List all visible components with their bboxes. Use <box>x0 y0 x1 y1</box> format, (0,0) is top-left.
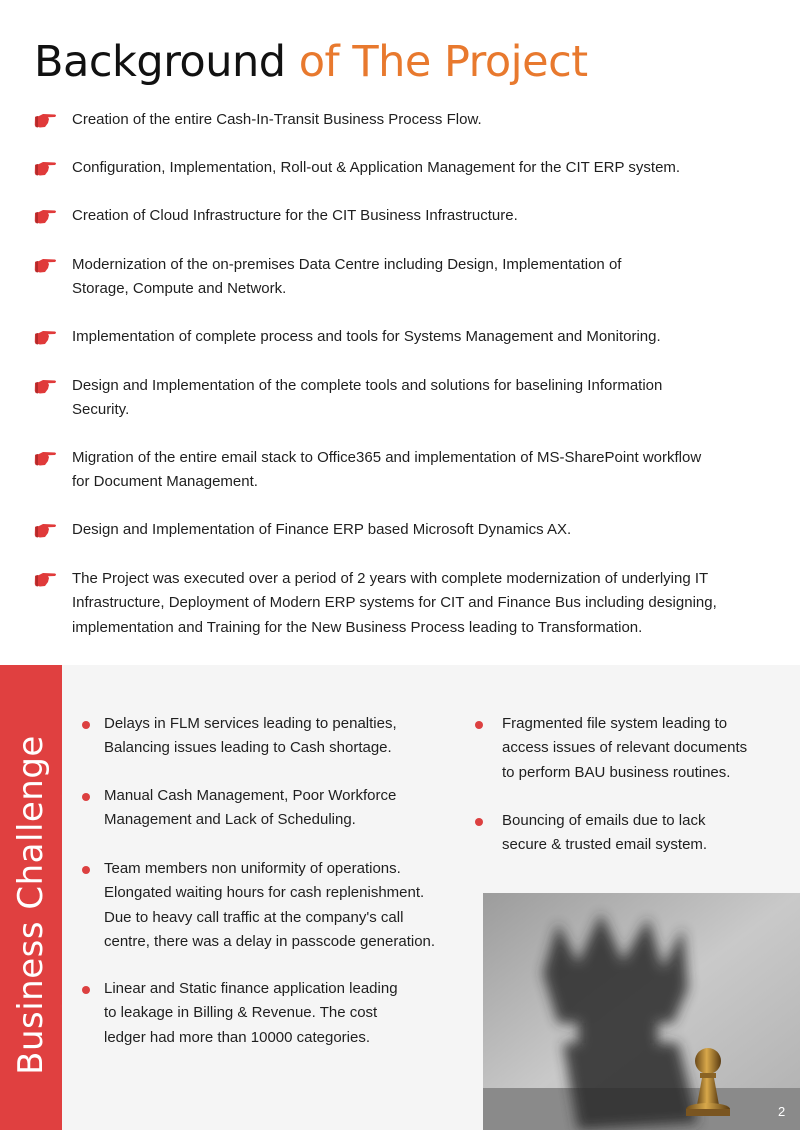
project-item <box>72 325 762 349</box>
project-item-line: Storage, Compute and Network. <box>72 280 287 298</box>
challenge-item-line: to leakage in Billing & Revenue. The cost <box>104 1004 378 1022</box>
project-item <box>72 567 762 640</box>
project-item-line: for Document Management. <box>72 473 258 491</box>
project-item-line: Creation of the entire Cash-In-Transit Business Process Flow. <box>72 111 482 128</box>
challenge-item-line: Linear and Static finance application leading <box>104 980 398 997</box>
challenge-item-line: ledger had more than 10000 categories. <box>104 1028 371 1046</box>
pointing-hand-icon <box>34 208 58 226</box>
challenge-item-line: Manual Cash Management, Poor Workforce <box>104 787 397 804</box>
project-item <box>72 446 762 495</box>
project-item-line: Configuration, Implementation, Roll-out & Application Management for the CIT ERP system. <box>72 159 681 176</box>
chess-pawn-shadow-photo <box>483 893 800 1130</box>
project-item <box>72 156 762 180</box>
challenge-item <box>502 809 792 858</box>
project-item-line: Migration of the entire email stack to Office365 and implementation of MS-SharePoint workflow <box>72 449 702 466</box>
bullet-dot-icon <box>82 986 90 994</box>
challenge-item-line: Bouncing of emails due to lack <box>502 812 706 829</box>
challenge-item <box>502 712 792 785</box>
page-number: 2 <box>778 1104 786 1119</box>
project-item <box>72 108 762 132</box>
challenge-item-line: access issues of relevant documents <box>502 739 748 757</box>
challenge-item <box>104 977 464 1050</box>
pointing-hand-icon <box>34 378 58 396</box>
challenge-item-line: secure & trusted email system. <box>502 836 708 854</box>
project-item-line: Implementation of complete process and tools for Systems Management and Monitoring. <box>72 328 661 345</box>
challenge-item-line: Team members non uniformity of operations. <box>104 860 401 877</box>
pointing-hand-icon <box>34 329 58 347</box>
project-item-line: Modernization of the on-premises Data Centre including Design, Implementation of <box>72 256 622 273</box>
project-item-line: The Project was executed over a period of 2 years with complete modernization of underlying IT <box>72 570 709 587</box>
bullet-dot-icon <box>82 866 90 874</box>
project-item-line: Security. <box>72 401 130 419</box>
challenge-item-line: centre, there was a delay in passcode generation. <box>104 932 436 950</box>
pointing-hand-icon <box>34 112 58 130</box>
project-item-line: Creation of Cloud Infrastructure for the CIT Business Infrastructure. <box>72 207 518 224</box>
project-item-line: Design and Implementation of the complete tools and solutions for baselining Information <box>72 377 663 394</box>
project-item <box>72 204 762 228</box>
bullet-dot-icon <box>475 721 483 729</box>
project-item-line: Design and Implementation of Finance ERP based Microsoft Dynamics AX. <box>72 521 572 538</box>
bullet-dot-icon <box>82 721 90 729</box>
project-item <box>72 374 762 423</box>
pointing-hand-icon <box>34 257 58 275</box>
pointing-hand-icon <box>34 160 58 178</box>
challenge-item-line: Balancing issues leading to Cash shortage. <box>104 739 392 757</box>
project-item-line: Infrastructure, Deployment of Modern ERP systems for CIT and Finance Bus including designing, <box>72 594 717 612</box>
pointing-hand-icon <box>34 450 58 468</box>
bullet-dot-icon <box>475 818 483 826</box>
bullet-dot-icon <box>82 793 90 801</box>
challenge-item <box>104 857 464 954</box>
title-part2: of The Project <box>298 37 588 87</box>
business-challenge-label: Business Challenge <box>11 735 51 1075</box>
project-item <box>72 518 762 542</box>
challenge-item-line: Elongated waiting hours for cash replenishment. <box>104 884 425 902</box>
challenge-item-line: to perform BAU business routines. <box>502 763 731 781</box>
page-title <box>34 36 588 88</box>
project-item <box>72 253 762 302</box>
challenge-item-line: Management and Lack of Scheduling. <box>104 811 356 829</box>
pointing-hand-icon <box>34 571 58 589</box>
title-part1: Background <box>34 37 286 87</box>
challenge-item-line: Delays in FLM services leading to penalties, <box>104 715 397 732</box>
challenge-item-line: Fragmented file system leading to <box>502 715 728 732</box>
challenge-item <box>104 784 464 833</box>
project-item-line: implementation and Training for the New Business Process leading to Transformation. <box>72 618 643 636</box>
challenge-item-line: Due to heavy call traffic at the company's call <box>104 908 404 926</box>
challenge-item <box>104 712 464 761</box>
pointing-hand-icon <box>34 522 58 540</box>
